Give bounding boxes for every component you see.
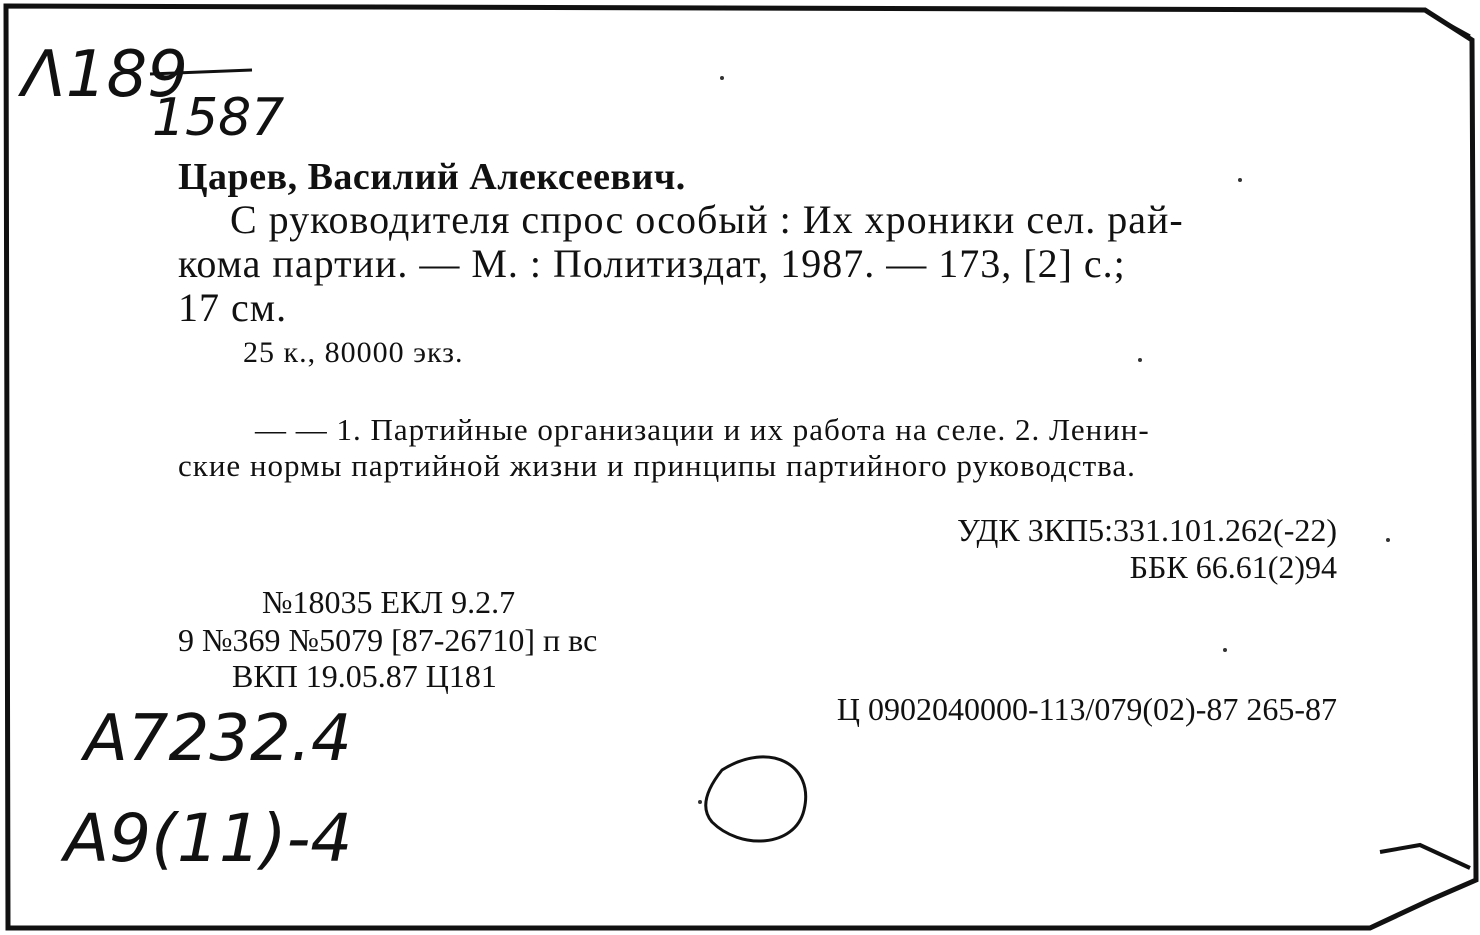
corner-fold-top: [1430, 14, 1470, 36]
subject-headings-line: — — 1. Партийные организации и их работа на селе. 2. Ленин-: [255, 412, 1150, 447]
order-number: 9 №369 №5079 [87-26710] п вс: [178, 622, 598, 658]
handwritten-shelfmark: Λ189: [22, 38, 188, 112]
udk-code: УДК 3КП5:331.101.262(-22): [957, 512, 1337, 548]
speck: [1238, 178, 1242, 182]
speck: [720, 76, 724, 80]
subject-headings-line: ские нормы партийной жизни и принципы партийного руководства.: [178, 448, 1136, 483]
punch-hole: [706, 757, 806, 841]
title-line: кома партии. — М. : Политиздат, 1987. — 173, [2] с.;: [178, 241, 1126, 286]
index-code: Ц 0902040000-113/079(02)-87 265-87: [836, 691, 1337, 727]
bbk-code: ББК 66.61(2)94: [1129, 549, 1337, 585]
price-print-run: 25 к., 80000 экз.: [243, 336, 464, 369]
handwritten-code-a: A7232.4: [84, 702, 352, 776]
handwritten-code-b: A9(11)-4: [64, 800, 353, 877]
speck: [698, 800, 702, 804]
title-line: 17 см.: [178, 285, 288, 330]
notch-mark: [1380, 845, 1470, 868]
speck: [1138, 358, 1142, 362]
handwritten-shelfmark-sub: 1587: [152, 88, 285, 148]
title-line: С руководителя спрос особый : Их хроники сел. рай-: [230, 197, 1184, 242]
speck: [1223, 648, 1227, 652]
author-heading: Царев, Василий Алексеевич.: [178, 156, 686, 198]
ekl-number: №18035 ЕКЛ 9.2.7: [262, 584, 516, 620]
speck: [1386, 538, 1390, 542]
vkp-date: ВКП 19.05.87 Ц181: [232, 658, 497, 694]
